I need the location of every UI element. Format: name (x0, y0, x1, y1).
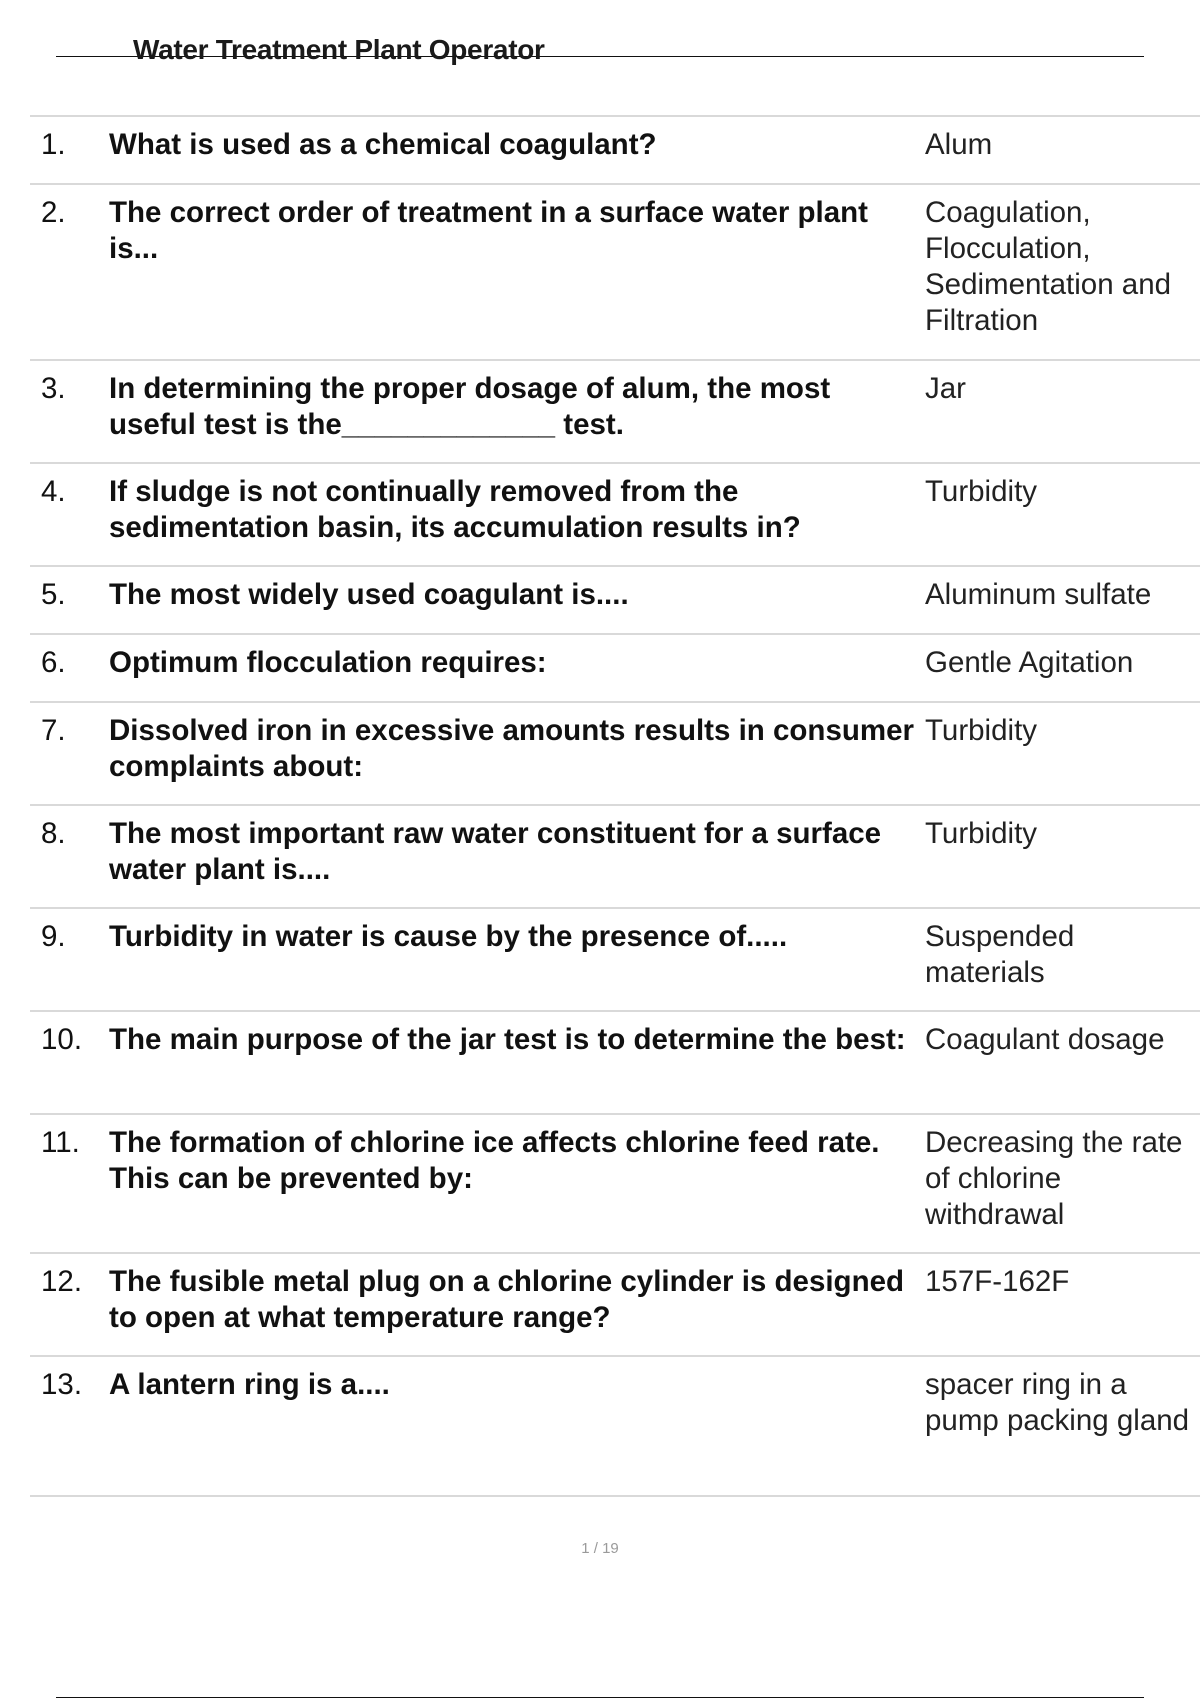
card-answer: Suspended materials (925, 920, 1075, 989)
card-question: The formation of chlorine ice affects chlorine feed rate. This can be prevented by: (109, 1126, 880, 1195)
card-number: 8. (41, 817, 66, 850)
page-title: Water Treatment Plant Operator (133, 34, 545, 65)
card-number: 2. (41, 196, 66, 229)
card-question: The most widely used coagulant is.... (109, 578, 629, 611)
card-number: 1. (41, 128, 66, 161)
card-answer: Turbidity (925, 817, 1038, 850)
card-answer: Coagulation, Flocculation, Sedimentation and Filtration (925, 196, 1172, 337)
card-number: 12. (41, 1265, 83, 1298)
card-number: 10. (41, 1023, 83, 1056)
card-question: What is used as a chemical coagulant? (109, 128, 657, 161)
flashcard-row (30, 804, 1200, 907)
card-answer: Coagulant dosage (925, 1023, 1165, 1056)
flashcard-row (30, 907, 1200, 1010)
flashcard-row (30, 565, 1200, 633)
flashcard-row (30, 183, 1200, 359)
card-question: Turbidity in water is cause by the presence of..... (109, 920, 788, 953)
flashcard-row (30, 359, 1200, 462)
card-answer: Alum (925, 128, 993, 161)
card-answer: Jar (925, 372, 966, 405)
card-answer: Aluminum sulfate (925, 578, 1152, 611)
card-answer: Gentle Agitation (925, 646, 1134, 679)
flashcard-row (30, 1252, 1200, 1355)
card-number: 4. (41, 475, 66, 508)
flashcard-row (30, 701, 1200, 804)
flashcard-list (30, 115, 1200, 1497)
card-question: The correct order of treatment in a surface water plant is... (109, 196, 869, 265)
footer-rule (56, 1697, 1144, 1698)
flashcard-row (30, 115, 1200, 183)
card-question: Dissolved iron in excessive amounts results in consumer complaints about: (109, 714, 914, 783)
flashcard-row (30, 462, 1200, 565)
card-number: 3. (41, 372, 66, 405)
card-answer: spacer ring in a pump packing gland (925, 1368, 1190, 1437)
card-question: Optimum flocculation requires: (109, 646, 547, 679)
card-answer: Turbidity (925, 714, 1038, 747)
card-number: 9. (41, 920, 66, 953)
card-question: The main purpose of the jar test is to determine the best: (109, 1023, 906, 1056)
card-number: 7. (41, 714, 66, 747)
card-number: 6. (41, 646, 66, 679)
card-question: A lantern ring is a.... (109, 1368, 390, 1401)
card-question: In determining the proper dosage of alum, the most useful test is the_____________ test. (109, 372, 831, 441)
flashcard-row (30, 1010, 1200, 1113)
flashcard-row (30, 633, 1200, 701)
card-number: 11. (41, 1126, 80, 1159)
card-question: The most important raw water constituent for a surface water plant is.... (109, 817, 882, 886)
card-answer: Decreasing the rate of chlorine withdrawal (925, 1126, 1183, 1231)
card-answer: Turbidity (925, 475, 1038, 508)
flashcard-row (30, 1355, 1200, 1497)
page-header (56, 30, 1144, 66)
page-indicator: 1 / 19 (581, 1540, 619, 1557)
card-question: If sludge is not continually removed from the sedimentation basin, its accumulation results in? (109, 475, 801, 544)
card-number: 5. (41, 578, 66, 611)
card-answer: 157F-162F (925, 1265, 1070, 1298)
flashcard-row (30, 1113, 1200, 1252)
card-question: The fusible metal plug on a chlorine cylinder is designed to open at what temperature range? (109, 1265, 905, 1334)
card-number: 13. (41, 1368, 83, 1401)
